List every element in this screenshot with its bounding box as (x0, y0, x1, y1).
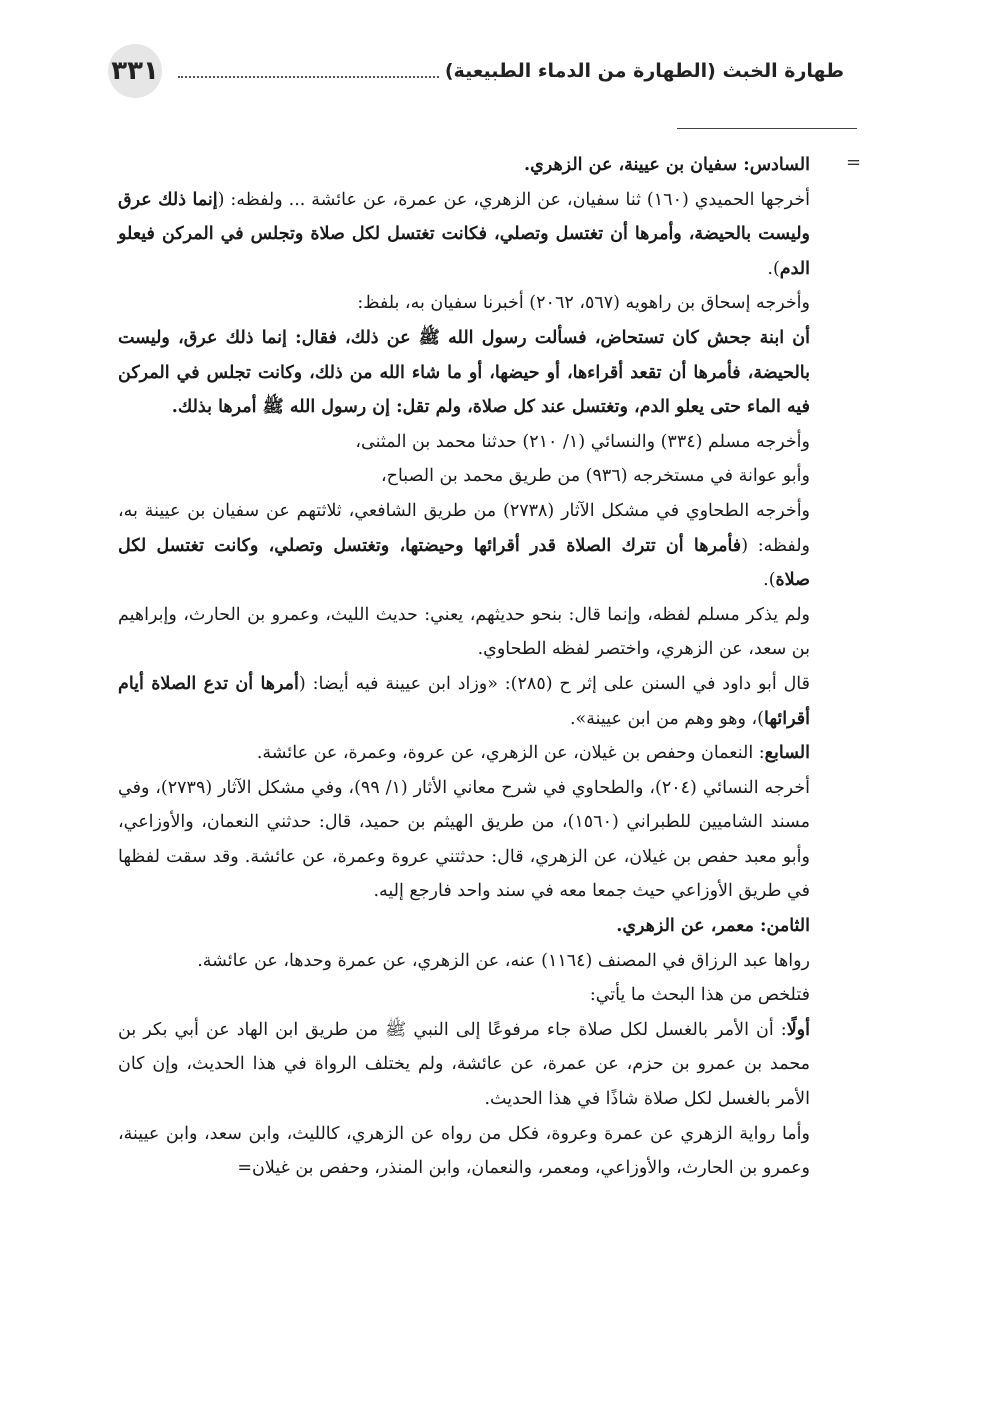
paragraph: وأخرجه مسلم (٣٣٤) والنسائي (١/ ٢١٠) حدثنا محمد بن المثنى، (355, 431, 810, 452)
paragraph: أخرجها الحميدي (١٦٠) ثنا سفيان، عن الزهري، عن عمرة، عن عائشة ... ولفظه: (إنما ذلك عرق وليست بالحيضة، وأمرها أن تغتسل وتصلي، فكانت تغتسل لكل صلاة وتجلس في المركن فيعلو الدم). (118, 189, 810, 279)
paragraph: أولًا: أن الأمر بالغسل لكل صلاة جاء مرفوعًا إلى النبي ﷺ من طريق ابن الهاد عن أبي بكر بن محمد بن عمرو بن حزم، عن عمرة، عن عائشة، ولم يختلف الرواة في هذا الحديث، وإن كان الأمر بالغسل لكل صلاة شاذًا في هذا الحديث. (118, 1019, 810, 1110)
footnote-separator-rule (677, 128, 857, 129)
paragraph: أخرجه النسائي (٢٠٤)، والطحاوي في شرح معاني الأثار (١/ ٩٩)، وفي مشكل الآثار (٢٧٣٩)، وفي مسند الشاميين للطبراني (١٥٦٠)، من طريق الهيثم بن حميد، قال: حدثني النعمان، والأوزاعي، وأبو معبد حفص بن غيلان، عن الزهري، قال: حدثتني عروة وعمرة، عن عائشة. وقد سقت لفظها في طريق الأوزاعي حيث جمعا معه في سند واحد فارجع إليه. (118, 777, 810, 902)
continuation-mark: = (846, 152, 862, 173)
page-number: ٣٣١ (108, 44, 162, 98)
paragraph: رواها عبد الرزاق في المصنف (١١٦٤) عنه، عن الزهري، عن عمرة وحدها، عن عائشة. (197, 950, 810, 971)
running-header (172, 56, 844, 86)
paragraph: وأخرجه الطحاوي في مشكل الآثار (٢٧٣٨) من طريق الشافعي، ثلاثتهم عن سفيان بن عيينة به، ولفظه: (فأمرها أن تترك الصلاة قدر أقرائها وحيضتها، وتغتسل وتصلي، وكانت تغتسل لكل صلاة). (118, 500, 811, 591)
paragraph: ولم يذكر مسلم لفظه، وإنما قال: بنحو حديثهم، يعني: حديث الليث، وعمرو بن الحارث، وإبراهيم بن سعد، عن الزهري، واختصر لفظه الطحاوي. (118, 604, 810, 660)
paragraph: السادس: سفيان بن عيينة، عن الزهري. (524, 155, 810, 175)
header-dot-leader (178, 76, 439, 78)
paragraph: وأخرجه إسحاق بن راهويه (٥٦٧، ٢٠٦٢) أخبرنا سفيان به، بلفظ: (357, 293, 810, 314)
paragraph: وأبو عوانة في مستخرجه (٩٣٦) من طريق محمد بن الصباح، (381, 466, 810, 487)
paragraph: وأما رواية الزهري عن عمرة وعروة، فكل من رواه عن الزهري، كالليث، وابن سعد، وابن عيينة، وعمرو بن الحارث، والأوزاعي، ومعمر، والنعمان، وابن المنذر، وحفص بن غيلان= (118, 1123, 810, 1179)
chapter-title: طهارة الخبث (الطهارة من الدماء الطبيعية) (444, 60, 844, 82)
paragraph: الثامن: معمر، عن الزهري. (616, 916, 810, 937)
paragraph: السابع: النعمان وحفص بن غيلان، عن الزهري، عن عروة، وعمرة، عن عائشة. (256, 743, 810, 764)
paragraph: أن ابنة جحش كان تستحاض، فسألت رسول الله ﷺ عن ذلك، فقال: إنما ذلك عرق، وليست بالحيضة، فأمرها أن تقعد أقراءها، أو حيضها، أو ما شاء الله من ذلك، وكانت تجلس في المركن فيه الماء حتى يعلو الدم، وتغتسل عند كل صلاة، ولم تقل: إن رسول الله ﷺ أمرها بذلك. (118, 327, 810, 418)
paragraph: فتلخص من هذا البحث ما يأتي: (589, 985, 810, 1006)
paragraph: قال أبو داود في السنن على إثر ح (٢٨٥): «وزاد ابن عيينة فيه أيضا: (أمرها أن تدع الصلاة أيام أقرائها)، وهو وهم من ابن عيينة». (118, 673, 811, 729)
footnote-body (118, 148, 810, 1186)
